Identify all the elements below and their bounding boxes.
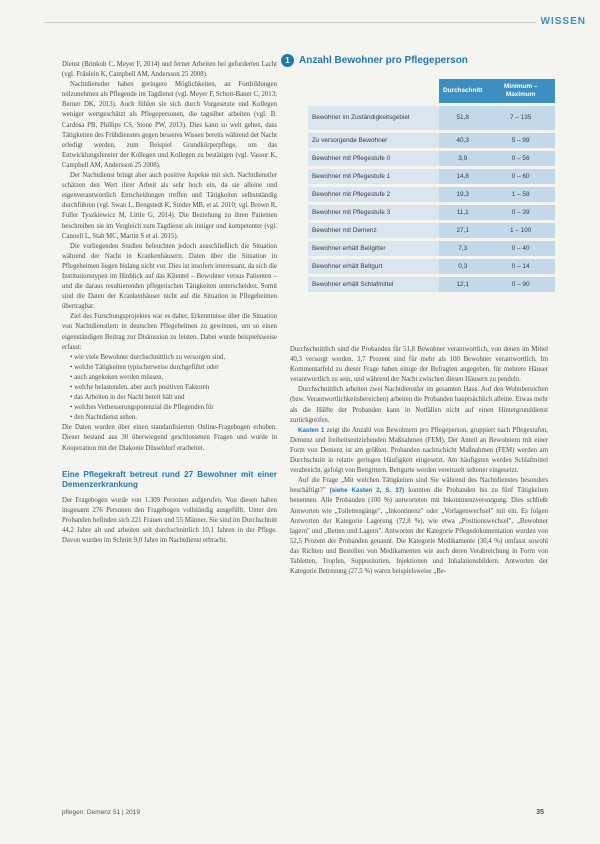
list-item: • den Nachtdienst sehen.	[70, 413, 277, 423]
row-average: 14,8	[439, 169, 486, 184]
paragraph-text: konnten die Probanden bis zu fünf Tätigkeiten benennen. Alle Probanden (100 %) antworteten mit Inkontinenzversorgung. Dies schließt Antworten wie „Toilettengänge", „Inkontinenz" oder „Vorlagenwechsel" mit ein. Es folgen Antworten der Kategorie Lagerung (72,8 %), wie etwa „Positionswechsel", „Bewohner lagern" und „Betten und Lagern". Antworten der Kategorie Pflegedokumentation wurden von 52,5 Prozent der Probanden genannt. Die Kategorie Medikamente (30,4 %) umfasst sowohl das Richten und Bestellen von Medikamenten wie auch deren Verabreichung in Form von Tabletten, Tropfen, Suppositorien, Injektionen und Inhalationsbildern. Antworten der Kategorie Betreuung (27,5 %) waren beispielsweise „Be-	[290, 487, 549, 576]
section-heading: Eine Pflegekraft betreut rund 27 Bewohner mit einer Demenzerkrankung	[62, 469, 277, 489]
list-item: • welches Verbesserungspotenzial die Pflegenden für	[70, 403, 277, 413]
paragraph: Nachtdienstler haben geringere Möglichkeiten, an Fortbildungen teilzunehmen als Pflegende im Tagdienst (vgl. Meyer F, Schott-Bauer C, 2013; Berner DK, 2013). Auch fühlen sie sich durch Vorgesetzte und Kollegen weniger wertgeschätzt als Pflegepersonen, die tagsüber arbeiten (vgl. B. Cardosa PB, Phillips CS, Stone PW, 2013). Dies kann so weit gehen, dass Tätigkeiten des Frühdienstes gegen besseres Wissen bereits während der Nacht erledigt werden, zum Beispiel Grundkörperpflege, um das Entwicklungsfenster der Kollegen und Kollegen zu bestätigen (vgl. Vassor K, Campbell AM, Andersson 25 2008).	[62, 81, 277, 169]
row-average: 12,1	[439, 277, 486, 292]
paragraph: Durchschnittlich sind die Probanden für 51,8 Bewohner verantwortlich, von denen im Mittel 40,3 versorgt werden. 3,7 Prozent sind für mehr als 100 Bewohner verantwortlich. Im Kommentarfeld zu dieser Frage haben einige der Befragten angegeben, für mehrere Häuser verantwortlich zu sein, und während der Nacht zwischen diesen Häusern zu pendeln.	[290, 346, 548, 384]
row-label: Bewohner mit Pflegestufe 0	[308, 151, 439, 166]
table-row	[308, 259, 555, 274]
list-item: • wie viele Bewohner durchschnittlich zu versorgen sind,	[70, 353, 277, 363]
paragraph-text: zeigt die Anzahl von Bewohnern pro Pflegeperson, gruppiert nach Pflegestufen, Demenz und freiheitsentziehenden Maßnahmen (FEM). Der Anteil an Bewohnern mit einer Form von Demenz ist am größten. Probanden nachtschicht Maßnahmen (FEM) werden am Durchschnitt in relativ geringen Häufigkeit eingesetzt. Am häufigsten werden Schlafmittel verabreicht, gefolgt von Bettgittern. Bettgurte werden vereinzelt seltener eingesetzt.	[290, 426, 549, 475]
paragraph: Dienst (Brinkoh C, Meyer F, 2014) und ferner Arbeiten bei geforderten Lacht (vgl. Fräulein K, Campbell AM, Andersson 25 2008).	[62, 61, 277, 79]
right-column	[290, 345, 548, 577]
table-row	[308, 241, 555, 256]
list-item: • welche Tätigkeiten typischerweise durchgeführt oder	[70, 363, 277, 373]
table-row	[308, 169, 555, 184]
row-label: Bewohner erhält Beltgurt	[308, 259, 439, 274]
row-label: Bewohner mit Demenz	[308, 223, 439, 238]
row-range: 0 – 40	[486, 241, 555, 256]
row-average: 3,9	[439, 151, 486, 166]
row-range: 0 – 39	[486, 205, 555, 220]
box-title-bar	[281, 52, 556, 69]
left-column	[62, 60, 277, 546]
bullet-list	[62, 353, 277, 424]
row-range: 0 – 14	[486, 259, 555, 274]
list-item: • welche belastenden, aber auch positiven Faktoren	[70, 383, 277, 393]
table-header: Minimum – Maximum	[486, 79, 555, 103]
row-label: Bewohner mit Pflegestufe 2	[308, 187, 439, 202]
row-average: 40,3	[439, 133, 486, 148]
box-title: Anzahl Bewohner pro Pflegeperson	[299, 55, 468, 66]
row-average: 51,8	[439, 106, 486, 130]
row-range: 0 – 60	[486, 169, 555, 184]
row-label: Zu versorgende Bewohner	[308, 133, 439, 148]
paragraph: Durchschnittlich arbeiten zwei Nachtdienstler im gesamten Haus. Auf den Wohnbereichen (bzw. Verantwortlichkeitsbereichen) arbeiten die Probanden hauptsächlich alleine. Etwas mehr als die Hälfte der Probanden kann in Notfällen nicht auf einen Hintergrunddienst zurückgreifen.	[290, 386, 548, 424]
row-label: Bewohner im Zuständigkeitsgebiet	[308, 106, 439, 130]
row-range: 7 – 135	[486, 106, 555, 130]
page-number: 35	[536, 809, 544, 816]
box-reference: Kasten 1	[298, 426, 325, 434]
row-label: Bewohner erhält Schlafmittel	[308, 277, 439, 292]
table-row	[308, 205, 555, 220]
row-range: 5 – 99	[486, 133, 555, 148]
paragraph	[290, 476, 548, 577]
header-rule	[44, 22, 536, 23]
paragraph: Die Daten wurden über einen standardisierten Online-Fragebogen erhoben. Dieser bestand aus 30 überwiegend geschlossenen Fragen und wurde in Kooperation mit der Diakonie Düsseldorf erarbeitet.	[62, 424, 277, 452]
table-row	[308, 187, 555, 202]
row-range: 0 – 56	[486, 151, 555, 166]
row-average: 7,3	[439, 241, 486, 256]
row-range: 1 – 58	[486, 187, 555, 202]
table-header-blank	[308, 79, 439, 103]
row-average: 27,1	[439, 223, 486, 238]
paragraph-text: Auf die Frage „Mit welchen Tätigkeiten sind Sie während des Nachtdienstes besonders beschäftigt?"	[290, 477, 548, 495]
table-header: Durchschnitt	[439, 79, 486, 103]
table-row	[308, 106, 555, 130]
box-reference: (siehe Kasten 2, S. 37)	[329, 487, 405, 495]
table-row	[308, 151, 555, 166]
section-tag: WISSEN	[540, 16, 586, 27]
row-label: Bewohner erhält Beitgitter	[308, 241, 439, 256]
info-box	[281, 52, 556, 317]
paragraph: Der Fragebogen wurde von 1.309 Personen aufgerufen. Von diesen haben insgesamt 276 Personen den Fragebogen vollständig ausgefüllt. Unter den Probanden befinden sich 221 Frauen und 55 Männer. Sie sind im Durchschnitt 44,2 Jahre alt und arbeiten seit durchschnittlich 10,1 Jahren in der Pflege. Davon wurden im Schnitt 9,0 Jahre im Nachtdienst erbracht.	[62, 496, 277, 545]
row-range: 0 – 90	[486, 277, 555, 292]
list-item: • auch angekeken werden müssen,	[70, 373, 277, 383]
paragraph	[290, 426, 548, 476]
table-row	[308, 133, 555, 148]
journal-footer: pflegen: Demenz 51 | 2019	[62, 809, 140, 816]
list-item: • das Arbeiten in der Nacht bereit hält und	[70, 393, 277, 403]
table-row	[308, 223, 555, 238]
paragraph: Ziel des Forschungsprojektes war es daher, Erkenntnisse über die Situation von Nachtdienstlern in deutschen Pflegeheimen zu gewinnen, um so einen eigenständigen Beitrag zur Diskussion zu leisten. Dabei wurde beispielsweise erfasst:	[62, 313, 277, 351]
row-average: 19,3	[439, 187, 486, 202]
row-average: 11,1	[439, 205, 486, 220]
row-average: 0,3	[439, 259, 486, 274]
row-label: Bewohner mit Pflegestufe 1	[308, 169, 439, 184]
table-row	[308, 277, 555, 292]
paragraph: Der Nachtdienst bringt aber auch positive Aspekte mit sich. Nachtdienstler schätzen den Wert ihrer Arbeit als sehr hoch ein, da sie alleine und eigenverantwortlich Entscheidungen treffen und Tätigkeiten selbstständig durchführen (vgl. Swan L, Bengstedt K, Sinder MB, et al. 2010; vgl. Brown R, Fuller Tyszkiewicz M, Little G, 2014). Die Beziehung zu ihren Patienten beschreiben sie im Vergleich zum Tagdienst als inniger und kompetenter (vgl. Cannell L, Stah MC, Martin S et al. 2015).	[62, 172, 277, 240]
row-range: 1 – 100	[486, 223, 555, 238]
paragraph: Die vorliegenden Studien beleuchten jedoch ausschließlich die Situation während der Nacht in Krankenhäusern. Daten über die Situation in Pflegeheimen liegen bislang nicht vor. Dies ist insofern interessant, da sich die Institutionstypen im Hinblick auf das Klientel – Bewohner versus Patienten – und die daraus resultierenden pflegerischen Tätigkeiten unterscheiden. Somit sind die Daten der Krankenhäuser nicht auf die Situation in Pflegeheimen übertragbar.	[62, 242, 277, 311]
row-label: Bewohner mit Pflegestufe 3	[308, 205, 439, 220]
box-number-badge: 1	[281, 54, 294, 67]
residents-table	[308, 76, 555, 295]
